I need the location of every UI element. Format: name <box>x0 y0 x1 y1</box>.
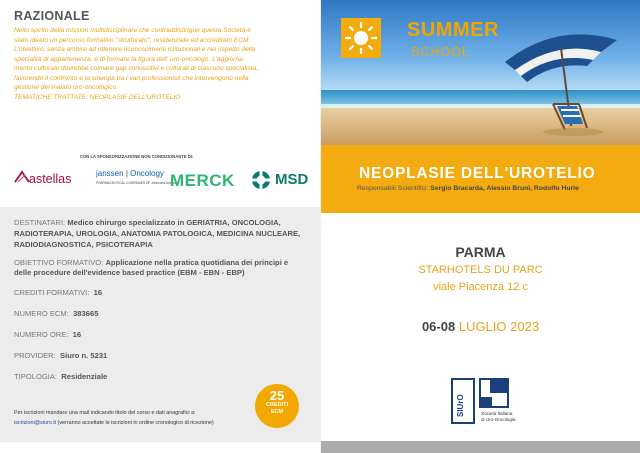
responsabili-line <box>357 185 579 192</box>
razionale-line: L'obiettivo, senza ambire ad ottenere riconoscimenti istituzionali e nel rispetto della <box>14 46 256 53</box>
destinatari-value: Medico chirurgo specializzato in GERIATRIA, ONCOLOGIA, RADIOTERAPIA, UROLOGIA, ANATOMIA PATOLOGICA, MEDICINA NUCLEARE, RADIODIAGNOSTICA, PSICOTERAPIA <box>14 218 301 249</box>
razionale-line: specialità di appartenenza, è di formare la figura dell' uro-oncologo. L'aggiorna- <box>14 55 245 63</box>
tematiche-line: TEMATICHE TRATTATE: NEOPLASIE DELL'UROTELIO <box>14 93 181 101</box>
razionale-section <box>0 0 320 148</box>
razionale-line: mento culturale dovrebbe colmare gap conoscitivi e culturali di ciascuno specialista, <box>14 65 259 72</box>
course-title-band <box>321 145 640 213</box>
razionale-heading: RAZIONALE <box>14 9 90 23</box>
destinatari-row <box>14 217 306 250</box>
janssen-logo: janssen | Oncology PHARMACEUTICAL COMPANIES OF Johnson&Johnson <box>96 169 177 188</box>
ecm-row <box>14 309 306 330</box>
siuro-text <box>481 411 515 422</box>
obiettivo-label: OBIETTIVO FORMATIVO: <box>14 258 104 267</box>
obiettivo-value: Applicazione nella pratica quotidiana dei principi e delle procedure dell'evidence based practice (EBM - EBN - EBP) <box>14 258 289 277</box>
responsabili-names: Sergio Bracarda, Alessio Bruni, Rodolfo Hurle <box>430 185 579 192</box>
registration-note <box>14 408 254 428</box>
sponsor-caption: CON LA SPONSORIZZAZIONE NON CONDIZIONANTE DI: <box>80 154 194 159</box>
tipologia-label: TIPOLOGIA: <box>14 372 58 381</box>
msd-logo: MSD <box>275 171 309 188</box>
siuro-line-2: di Uro-Oncologia <box>481 416 516 422</box>
crediti-label: CREDITI FORMATIVI: <box>14 288 90 297</box>
venue-address: viale Piacenza 12 c <box>433 281 528 293</box>
venue-city: PARMA <box>455 244 506 260</box>
astellas-logo-icon <box>14 170 30 184</box>
badge-label-2: ECM <box>270 409 284 415</box>
provider-value: Siuro n. 5231 <box>60 351 108 360</box>
merck-logo: MERCK <box>170 171 235 190</box>
school-title: SCHOOL <box>411 45 470 59</box>
razionale-line: Nello spirito della mission multidisciplinare che contraddistingue questa Società è <box>14 27 251 34</box>
ecm-value: 383665 <box>73 309 99 318</box>
msd-logo-icon <box>251 170 271 190</box>
ecm-label: NUMERO ECM: <box>14 309 69 318</box>
tipologia-value: Residenziale <box>61 372 108 381</box>
siuro-mark: SIUrO <box>456 394 465 417</box>
razionale-line: favorendo il confronto e la sinergia tra i vari professionisti che intervengono nella <box>14 74 249 82</box>
note-line-1: Per iscrizioni mandare una mail indicando titolo del corso e dati anagrafici a: <box>14 410 196 416</box>
badge-label: CREDITI <box>266 402 288 408</box>
siuro-line-1: Società Italiana <box>481 411 513 416</box>
event-days: 06-08 <box>421 319 456 334</box>
crediti-row <box>14 288 306 309</box>
ore-value: 16 <box>72 330 82 339</box>
razionale-line: gestione del malato uro-oncologico. <box>14 84 119 91</box>
janssen-wordmark: janssen <box>96 169 124 178</box>
responsabili-label: Responsabili Scientifici: <box>357 185 429 192</box>
astellas-logo: astellas <box>29 172 72 186</box>
ore-row <box>14 330 306 351</box>
badge-number: 25 <box>269 388 285 403</box>
course-title: NEOPLASIE DELL'UROTELIO <box>359 165 596 182</box>
razionale-text <box>14 26 306 102</box>
janssen-oncology: Oncology <box>130 169 164 178</box>
razionale-line: stato ideato un percorso formativo "strutturato", residenziale ed accreditato ECM. <box>14 36 251 44</box>
sponsor-logos <box>14 164 314 200</box>
provider-row <box>14 351 306 372</box>
event-month: LUGLIO 2023 <box>458 319 540 334</box>
ore-label: NUMERO ORE: <box>14 330 69 339</box>
destinatari-label: DESTINATARI: <box>14 218 66 227</box>
footer-bar <box>321 441 640 453</box>
summer-title: SUMMER <box>407 19 499 41</box>
obiettivo-row <box>14 258 306 278</box>
event-date <box>321 319 640 334</box>
venue-hotel: STARHOTELS DU PARC <box>418 264 543 276</box>
sun-logo-icon <box>341 18 381 58</box>
crediti-badge <box>255 384 299 428</box>
janssen-subline: PHARMACEUTICAL COMPANIES OF Johnson&Johnson <box>96 181 178 185</box>
note-line-2: (verranno accettate le iscrizioni in ordine cronologico di ricezione) <box>57 420 214 426</box>
registration-email-link[interactable]: iscrizioni@siuro.it <box>14 420 57 426</box>
crediti-value: 16 <box>93 288 103 297</box>
provider-label: PROVIDER: <box>14 351 56 360</box>
course-info-box <box>0 207 320 442</box>
